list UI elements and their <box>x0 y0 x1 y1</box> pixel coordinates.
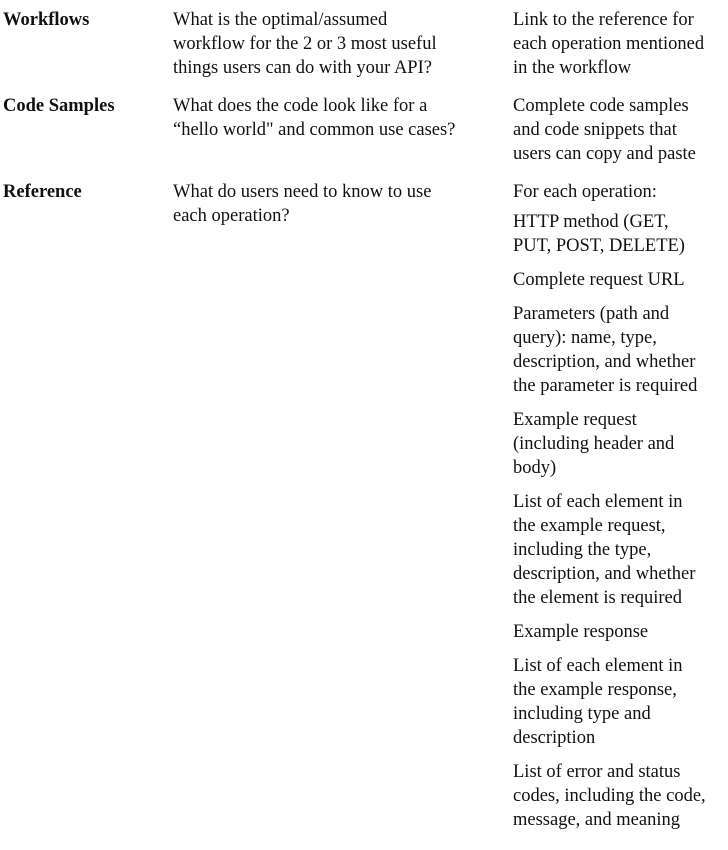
documentation-table <box>3 8 725 842</box>
answer-item: Complete request URL <box>513 270 685 290</box>
answer-item: Complete code samples and code snippets that users can copy and paste <box>513 96 696 164</box>
table-row-workflows <box>3 8 725 94</box>
table-row-code-samples <box>3 94 725 180</box>
row-answer <box>513 94 725 176</box>
answer-item: List of error and status codes, including the code, message, and meaning <box>513 762 706 830</box>
row-label: Reference <box>3 182 82 202</box>
answer-item: List of each element in the example request, including the type, description, and whether the element is required <box>513 492 696 608</box>
row-label: Code Samples <box>3 96 115 116</box>
row-answer <box>513 8 725 90</box>
answer-item: For each operation: <box>513 182 657 202</box>
row-label: Workflows <box>3 10 90 30</box>
row-question: What do users need to know to use each operation? <box>173 182 432 226</box>
answer-item: Example request (including header and body) <box>513 410 675 478</box>
answer-item: HTTP method (GET, PUT, POST, DELETE) <box>513 212 685 256</box>
answer-item: Example response <box>513 622 649 642</box>
table-row-reference <box>3 180 725 842</box>
row-question: What is the optimal/assumed workflow for the 2 or 3 most useful things users can do with your API? <box>173 10 437 78</box>
answer-item: List of each element in the example response, including type and description <box>513 656 683 748</box>
answer-item: Parameters (path and query): name, type, description, and whether the parameter is required <box>513 304 698 396</box>
row-answer <box>513 180 725 842</box>
row-question: What does the code look like for a “hello world" and common use cases? <box>173 96 456 140</box>
answer-item: Link to the reference for each operation mentioned in the workflow <box>513 10 705 78</box>
